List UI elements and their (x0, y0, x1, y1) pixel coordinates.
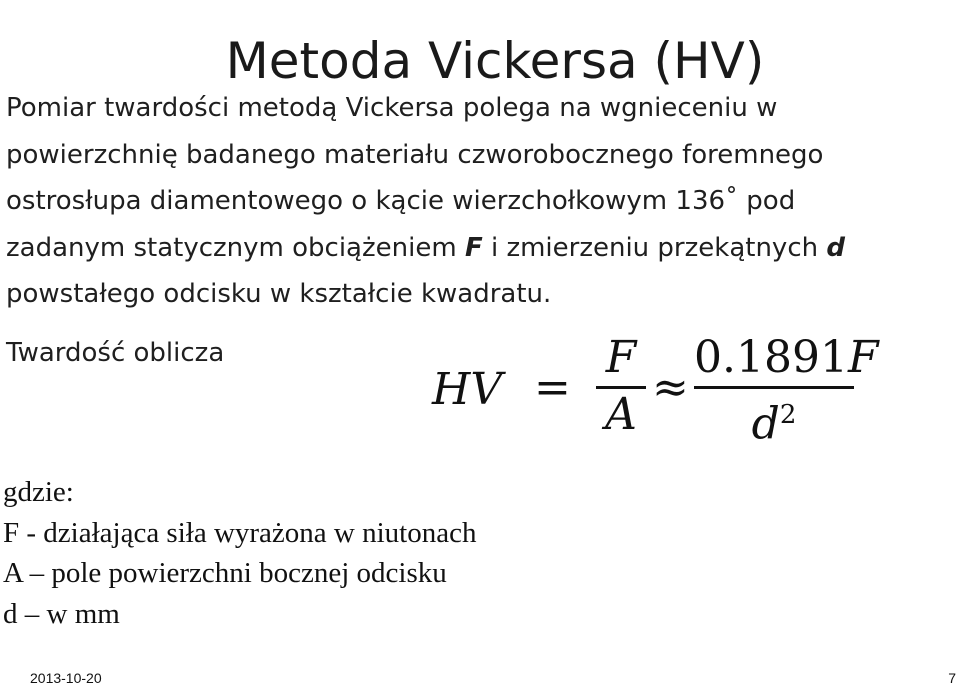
formula-lead-text: Twardość oblicza (6, 338, 225, 368)
paragraph-text: i zmierzeniu przekątnych (482, 232, 827, 263)
paragraph-line: Pomiar twardości metodą Vickersa polega na wgnieceniu w (6, 93, 778, 123)
hardness-formula (430, 332, 879, 450)
fraction-numerator (694, 332, 879, 386)
paragraph-line: powstałego odcisku w kształcie kwadratu. (6, 279, 552, 309)
fraction-approximation (694, 332, 879, 450)
force-variable: F (847, 332, 879, 383)
fraction-denominator (694, 389, 854, 450)
paragraph-line (6, 225, 956, 272)
formula-approx: ≈ (652, 362, 689, 413)
fraction-numerator: F (605, 332, 637, 383)
diagonal-symbol: d (826, 232, 845, 263)
fraction-force-over-area (596, 332, 646, 443)
exponent: 2 (779, 400, 797, 430)
footer-date: 2013-10-20 (30, 670, 102, 686)
paragraph-line: powierzchnię badanego materiału czworobocznego foremnego (6, 139, 824, 170)
definitions-label: gdzie: (3, 476, 74, 508)
diagonal-variable: d (751, 398, 780, 450)
slide-title: Metoda Vickersa (HV) (225, 31, 765, 90)
definitions-list (3, 472, 476, 634)
definition-item: A – pole powierzchni bocznej odcisku (3, 557, 447, 589)
coefficient: 0.1891 (694, 332, 848, 383)
definition-item: F - działająca siła wyrażona w niutonach (3, 516, 477, 549)
definition-item: d – w mm (3, 597, 120, 630)
force-symbol: F (464, 232, 483, 263)
fraction-denominator: A (605, 389, 637, 440)
paragraph-text: zadanym statycznym obciążeniem (6, 232, 465, 263)
formula-equals: = (534, 362, 571, 413)
description-paragraph (6, 85, 956, 318)
formula-lhs: HV (432, 364, 503, 415)
page-number: 7 (948, 670, 956, 686)
paragraph-line: ostrosłupa diamentowego o kącie wierzchołkowym 136˚ pod (6, 186, 796, 216)
